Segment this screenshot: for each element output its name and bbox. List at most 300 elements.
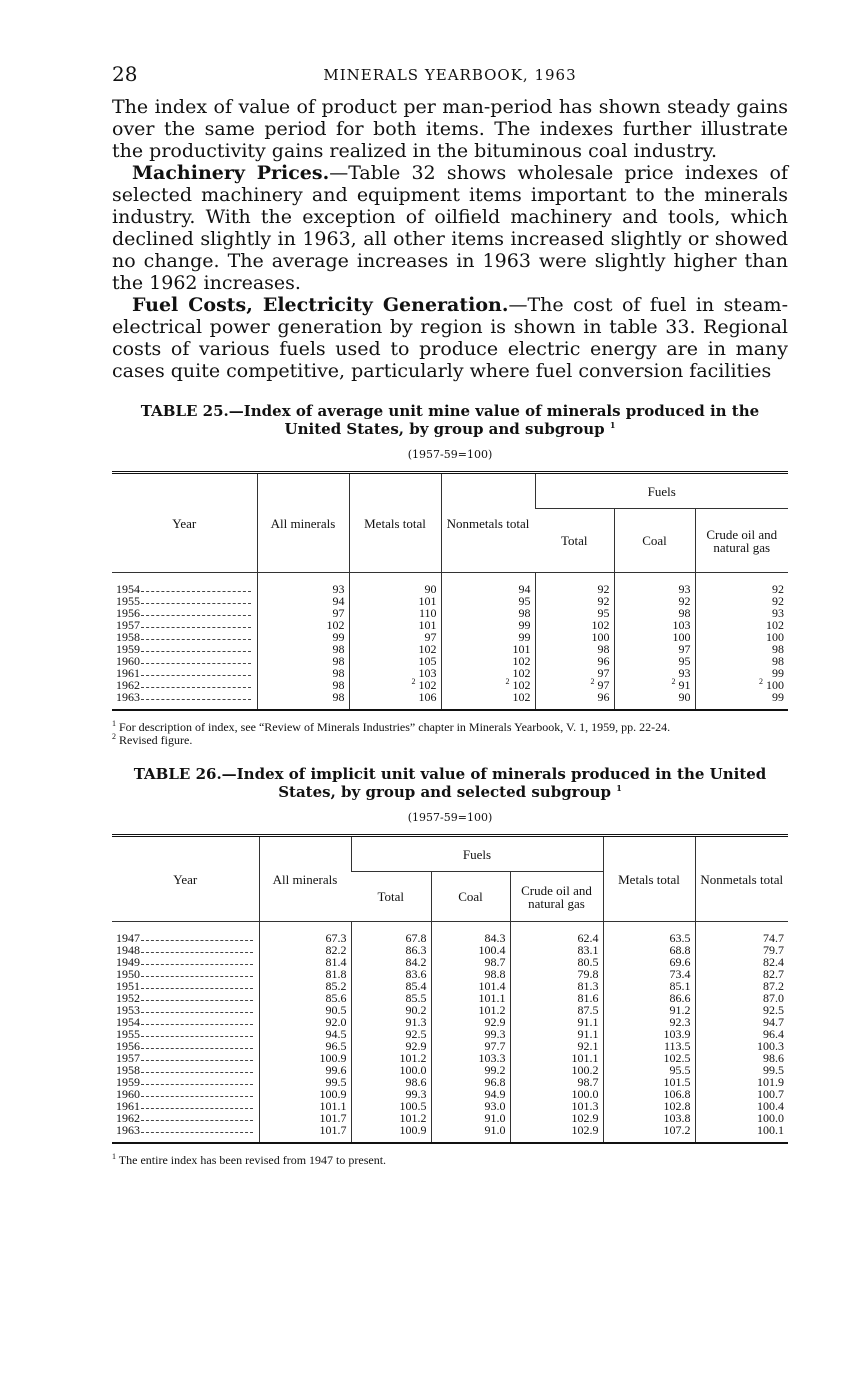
cell-value: 101.5 <box>663 1075 691 1089</box>
year-label: 1956 <box>116 1039 140 1053</box>
table-26-title <box>112 765 788 801</box>
year-label: 1954 <box>116 1015 140 1029</box>
cell-coal <box>614 573 695 596</box>
cell-value: 100.0 <box>399 1063 427 1077</box>
cell-value: 100 <box>591 630 610 644</box>
cell-value: 96.5 <box>325 1039 347 1053</box>
cell-value: 100.9 <box>399 1123 427 1137</box>
text-machinery-prices: —Table 32 shows wholesale price indexes of selected machinery and equipment items important to the minerals industry. With the exception of oilfield machinery and tools, which declined slightly in 1963, all other items increased slightly or showed no change. The average increases in 1963 were slightly higher than the 1962 increases. <box>112 162 788 294</box>
cell-value: 94.5 <box>325 1027 347 1041</box>
year-label: 1949 <box>116 955 140 969</box>
cell-value: 107.2 <box>663 1123 691 1137</box>
cell-value: 102 <box>418 678 437 692</box>
cell-value: 98 <box>772 642 784 656</box>
cell-value: 100.2 <box>571 1063 599 1077</box>
cell-value: 100.4 <box>757 1099 784 1113</box>
cell-value: 85.6 <box>325 991 347 1005</box>
table-row <box>112 691 788 710</box>
cell-value: 102.9 <box>571 1111 599 1125</box>
cell-value: 96 <box>597 654 610 668</box>
dot-leader <box>141 643 251 652</box>
cell-value: 86.3 <box>405 943 427 957</box>
year-label: 1947 <box>116 931 140 945</box>
dot-leader <box>141 1100 253 1109</box>
year-label: 1952 <box>116 991 140 1005</box>
cell-value: 99.3 <box>484 1027 506 1041</box>
cell-value: 98 <box>332 666 345 680</box>
cell-value: 99.6 <box>325 1063 347 1077</box>
cell-value: 91.1 <box>577 1015 599 1029</box>
cell-value: 94.7 <box>763 1015 784 1029</box>
cell-value: 68.8 <box>669 943 691 957</box>
table-26 <box>112 834 788 1144</box>
cell-value: 102.8 <box>663 1099 691 1113</box>
year-label: 1958 <box>116 1063 140 1077</box>
cell-nonmetals-total <box>441 573 535 596</box>
text-fuel-costs: —The cost of fuel in steam-electrical power generation by region is shown in table 33. Regional costs of various fuels used to produce electric energy are in many cases quite competitive, particularly where fuel conversion facilities <box>112 294 788 382</box>
cell-value: 82.2 <box>325 943 347 957</box>
year-leader <box>116 691 253 703</box>
cell-value: 100 <box>766 630 784 644</box>
cell-value: 97 <box>597 666 610 680</box>
table-26-footnotes <box>112 1154 788 1167</box>
cell-value: 98 <box>332 654 345 668</box>
cell-value: 101.2 <box>399 1051 427 1065</box>
cell-value: 67.3 <box>325 931 347 945</box>
cell-value: 101.2 <box>399 1111 427 1125</box>
cell-value: 91.2 <box>669 1003 691 1017</box>
cell-value: 83.6 <box>405 967 427 981</box>
cell-value: 79.8 <box>577 967 599 981</box>
footnote-index-description <box>112 721 788 734</box>
cell-metals-total <box>603 922 695 945</box>
cell-value: 95 <box>678 654 691 668</box>
year-leader <box>116 1124 255 1136</box>
cell-value: 100 <box>672 630 691 644</box>
cell-fuels-total <box>351 922 431 945</box>
cell-crude-oil-gas <box>510 922 603 945</box>
cell-value: 92.9 <box>405 1039 427 1053</box>
cell-value: 73.4 <box>669 967 691 981</box>
cell-crude-oil-gas <box>695 573 788 596</box>
cell-value: 95.5 <box>669 1063 691 1077</box>
dot-leader <box>141 595 251 604</box>
year-label: 1957 <box>116 1051 140 1065</box>
cell-value: 90.2 <box>405 1003 427 1017</box>
journal-title: MINERALS YEARBOOK, 1963 <box>323 66 577 84</box>
cell-value: 110 <box>418 606 437 620</box>
cell-value: 87.0 <box>763 991 784 1005</box>
table-25-base: (1957-59=100) <box>407 448 493 461</box>
cell-value: 98 <box>332 642 345 656</box>
cell-value: 101.4 <box>478 979 506 993</box>
cell-value: 97.7 <box>484 1039 506 1053</box>
cell-all-minerals <box>257 573 349 596</box>
paragraph-productivity: The index of value of product per man-period has shown steady gains over the same period for both items. The indexes further illustrate the productivity gains realized in the bituminous coal industry. <box>112 96 788 162</box>
cell-value: 92.1 <box>577 1039 599 1053</box>
dot-leader <box>141 980 253 989</box>
dot-leader <box>141 679 251 688</box>
year-label: 1959 <box>116 642 140 656</box>
cell-value: 100.0 <box>571 1087 599 1101</box>
cell-value: 99 <box>518 618 531 632</box>
cell-value: 103.9 <box>663 1027 691 1041</box>
cell-coal <box>614 691 695 710</box>
cell-fuels-total <box>535 573 614 596</box>
cell-value: 100.9 <box>319 1087 347 1101</box>
cell-all-minerals <box>259 1124 351 1143</box>
cell-year <box>112 1124 259 1143</box>
cell-value: 97 <box>678 642 691 656</box>
header-nonmetals-total: Nonmetals total <box>441 473 535 573</box>
cell-value: 100.7 <box>757 1087 784 1101</box>
dot-leader <box>141 1052 253 1061</box>
table-25-body <box>112 573 788 711</box>
cell-value: 81.3 <box>577 979 599 993</box>
cell-nonmetals-total <box>441 691 535 710</box>
cell-value: 62.4 <box>577 931 599 945</box>
cell-value: 103.3 <box>478 1051 506 1065</box>
revised-note: 2 <box>759 677 763 686</box>
cell-value: 95 <box>518 594 531 608</box>
cell-value: 94 <box>332 594 345 608</box>
year-label: 1953 <box>116 1003 140 1017</box>
dot-leader <box>141 1112 253 1121</box>
cell-value: 93 <box>332 582 345 596</box>
cell-value: 82.7 <box>763 967 784 981</box>
body-text <box>112 96 788 382</box>
cell-value: 98 <box>597 642 610 656</box>
cell-value: 85.2 <box>325 979 347 993</box>
year-label: 1959 <box>116 1075 140 1089</box>
cell-value: 97 <box>424 630 437 644</box>
cell-value: 84.2 <box>405 955 427 969</box>
cell-value: 96.8 <box>484 1075 506 1089</box>
cell-value: 101 <box>512 642 531 656</box>
header-year: Year <box>112 473 257 573</box>
dot-leader <box>141 1004 253 1013</box>
dot-leader <box>141 583 251 592</box>
cell-value: 102 <box>512 654 531 668</box>
cell-value: 101.1 <box>319 1099 347 1113</box>
header-metals-total: Metals total <box>603 836 695 922</box>
year-label: 1963 <box>116 690 140 704</box>
cell-coal <box>431 1124 510 1143</box>
year-label: 1963 <box>116 1123 140 1137</box>
cell-value: 103.8 <box>663 1111 691 1125</box>
cell-value: 85.5 <box>405 991 427 1005</box>
cell-value: 92 <box>772 594 784 608</box>
footnote-mark: 1 <box>112 719 116 728</box>
year-label: 1958 <box>116 630 140 644</box>
revised-note: 2 <box>671 677 676 686</box>
cell-value: 80.5 <box>577 955 599 969</box>
dot-leader <box>141 968 253 977</box>
year-label: 1948 <box>116 943 140 957</box>
cell-metals-total <box>349 573 441 596</box>
cell-value: 91.1 <box>577 1027 599 1041</box>
paragraph-machinery-prices <box>112 162 788 294</box>
cell-value: 83.1 <box>577 943 599 957</box>
running-head <box>112 56 788 96</box>
cell-year <box>112 922 259 945</box>
cell-value: 100.1 <box>757 1123 784 1137</box>
cell-value: 102 <box>591 618 610 632</box>
dot-leader <box>141 691 251 700</box>
footnote-revised-figure <box>112 734 788 747</box>
cell-value: 87.5 <box>577 1003 599 1017</box>
dot-leader <box>141 619 251 628</box>
cell-value: 102 <box>418 642 437 656</box>
header-year: Year <box>112 836 259 922</box>
cell-fuels-total <box>351 1124 431 1143</box>
cell-crude-oil-gas <box>695 691 788 710</box>
header-crude-oil-gas: Crude oil and natural gas <box>695 509 788 573</box>
page <box>112 56 788 1167</box>
footnote-mark: 1 <box>112 1152 116 1161</box>
cell-value: 100.5 <box>399 1099 427 1113</box>
cell-value: 96 <box>597 690 610 704</box>
cell-value: 106.8 <box>663 1087 691 1101</box>
header-coal: Coal <box>614 509 695 573</box>
cell-all-minerals <box>257 691 349 710</box>
year-label: 1950 <box>116 967 140 981</box>
cell-value: 100 <box>766 678 784 692</box>
revised-note: 2 <box>411 677 416 686</box>
year-label: 1957 <box>116 618 140 632</box>
cell-value: 101.2 <box>478 1003 506 1017</box>
cell-value: 92 <box>772 582 784 596</box>
dot-leader <box>141 607 251 616</box>
cell-value: 102 <box>766 618 784 632</box>
table-25-title-text: TABLE 25.—Index of average unit mine value of minerals produced in the United States, by group and subgroup <box>140 402 760 438</box>
cell-value: 101 <box>418 618 437 632</box>
cell-value: 102 <box>326 618 345 632</box>
dot-leader <box>141 992 253 1001</box>
cell-value: 85.4 <box>405 979 427 993</box>
cell-value: 99 <box>772 666 784 680</box>
cell-value: 99 <box>772 690 784 704</box>
cell-value: 92 <box>597 582 610 596</box>
cell-value: 92 <box>597 594 610 608</box>
cell-value: 94 <box>518 582 531 596</box>
cell-value: 99.5 <box>763 1063 784 1077</box>
dot-leader <box>141 655 251 664</box>
cell-value: 113.5 <box>663 1039 691 1053</box>
cell-value: 90 <box>424 582 437 596</box>
cell-nonmetals-total <box>695 1124 788 1143</box>
cell-value: 93.0 <box>484 1099 506 1113</box>
cell-value: 103 <box>672 618 691 632</box>
cell-value: 91.0 <box>484 1111 506 1125</box>
runin-fuel-costs: Fuel Costs, Electricity Generation. <box>132 294 509 316</box>
dot-leader <box>141 1064 253 1073</box>
cell-value: 98 <box>332 690 345 704</box>
cell-all-minerals <box>259 922 351 945</box>
header-all-minerals: All minerals <box>257 473 349 573</box>
dot-leader <box>141 631 251 640</box>
cell-fuels-total <box>535 691 614 710</box>
cell-value: 100.9 <box>319 1051 347 1065</box>
cell-value: 96.4 <box>763 1027 784 1041</box>
cell-value: 102 <box>512 678 531 692</box>
cell-value: 94.9 <box>484 1087 506 1101</box>
cell-value: 95 <box>597 606 610 620</box>
cell-value: 84.3 <box>484 931 506 945</box>
header-coal: Coal <box>431 872 510 922</box>
cell-value: 102 <box>512 666 531 680</box>
cell-year <box>112 573 257 596</box>
cell-value: 98 <box>518 606 531 620</box>
table-25-footnotes <box>112 721 788 747</box>
year-label: 1962 <box>116 1111 140 1125</box>
revised-note: 2 <box>505 677 510 686</box>
dot-leader <box>141 1028 253 1037</box>
cell-value: 99.3 <box>405 1087 427 1101</box>
cell-value: 99 <box>518 630 531 644</box>
cell-value: 98.6 <box>763 1051 784 1065</box>
cell-value: 81.4 <box>325 955 347 969</box>
dot-leader <box>141 1076 253 1085</box>
cell-value: 93 <box>678 582 691 596</box>
dot-leader <box>141 667 251 676</box>
cell-metals-total <box>603 1124 695 1143</box>
cell-value: 92.9 <box>484 1015 506 1029</box>
runin-machinery-prices: Machinery Prices. <box>132 162 330 184</box>
table-26-title-note: 1 <box>616 783 622 793</box>
cell-value: 81.6 <box>577 991 599 1005</box>
cell-value: 101.3 <box>571 1099 599 1113</box>
cell-value: 67.8 <box>405 931 427 945</box>
header-nonmetals-total: Nonmetals total <box>695 836 788 922</box>
cell-value: 93 <box>678 666 691 680</box>
year-label: 1960 <box>116 654 140 668</box>
year-label: 1961 <box>116 666 140 680</box>
header-all-minerals: All minerals <box>259 836 351 922</box>
cell-value: 101.7 <box>319 1111 347 1125</box>
cell-value: 98 <box>332 678 345 692</box>
footnote-mark: 2 <box>112 732 116 741</box>
cell-value: 91.3 <box>405 1015 427 1029</box>
dot-leader <box>141 1124 253 1133</box>
cell-value: 98 <box>678 606 691 620</box>
year-label: 1961 <box>116 1099 140 1113</box>
table-26-body <box>112 922 788 1144</box>
cell-value: 106 <box>418 690 437 704</box>
cell-value: 102 <box>512 690 531 704</box>
cell-value: 98.8 <box>484 967 506 981</box>
table-25-title-note: 1 <box>609 420 616 430</box>
cell-value: 86.6 <box>669 991 691 1005</box>
cell-value: 98 <box>772 654 784 668</box>
cell-value: 79.7 <box>763 943 784 957</box>
revised-note: 2 <box>590 677 595 686</box>
year-label: 1954 <box>116 582 140 596</box>
year-label: 1955 <box>116 1027 140 1041</box>
cell-value: 101.9 <box>757 1075 784 1089</box>
cell-value: 90 <box>678 690 691 704</box>
cell-value: 98.6 <box>405 1075 427 1089</box>
cell-value: 97 <box>597 678 610 692</box>
table-26-title-text: TABLE 26.—Index of implicit unit value of minerals produced in the United States, by group and selected subgroup <box>133 765 767 801</box>
dot-leader <box>141 944 253 953</box>
cell-value: 101.1 <box>571 1051 599 1065</box>
cell-value: 99 <box>332 630 345 644</box>
cell-value: 90.5 <box>325 1003 347 1017</box>
cell-value: 101.1 <box>478 991 506 1005</box>
footnote-text: For description of index, see “Review of Minerals Industries” chapter in Minerals Yearbook, V. 1, 1959, pp. 22-24. <box>119 720 671 734</box>
cell-value: 92.5 <box>763 1003 784 1017</box>
dot-leader <box>141 1088 253 1097</box>
cell-value: 97 <box>332 606 345 620</box>
cell-value: 103 <box>418 666 437 680</box>
year-label: 1962 <box>116 678 140 692</box>
cell-value: 74.7 <box>763 931 784 945</box>
dot-leader <box>141 1040 253 1049</box>
page-number: 28 <box>112 62 138 86</box>
cell-value: 100.0 <box>757 1111 784 1125</box>
table-row <box>112 573 788 596</box>
cell-value: 91.0 <box>484 1123 506 1137</box>
cell-value: 98.7 <box>484 955 506 969</box>
cell-value: 69.6 <box>669 955 691 969</box>
table-25 <box>112 471 788 711</box>
cell-value: 82.4 <box>763 955 784 969</box>
cell-value: 98.7 <box>577 1075 599 1089</box>
cell-value: 92.3 <box>669 1015 691 1029</box>
table-row <box>112 922 788 945</box>
year-label: 1960 <box>116 1087 140 1101</box>
cell-value: 63.5 <box>669 931 691 945</box>
table-26-base: (1957-59=100) <box>407 811 493 824</box>
dot-leader <box>141 956 253 965</box>
cell-value: 101 <box>418 594 437 608</box>
cell-value: 102.5 <box>663 1051 691 1065</box>
cell-value: 100.4 <box>478 943 506 957</box>
cell-value: 99.5 <box>325 1075 347 1089</box>
cell-value: 92 <box>678 594 691 608</box>
header-fuels-total: Total <box>535 509 614 573</box>
year-label: 1955 <box>116 594 140 608</box>
cell-value: 91 <box>678 678 691 692</box>
cell-value: 93 <box>772 606 784 620</box>
dot-leader <box>141 932 253 941</box>
table-25-title <box>112 402 788 438</box>
header-crude-oil-gas: Crude oil and natural gas <box>510 872 603 922</box>
year-label: 1956 <box>116 606 140 620</box>
cell-value: 87.2 <box>763 979 784 993</box>
cell-value: 99.2 <box>484 1063 506 1077</box>
header-metals-total: Metals total <box>349 473 441 573</box>
cell-metals-total <box>349 691 441 710</box>
header-fuels: Fuels <box>535 473 788 509</box>
footnote-text: Revised figure. <box>119 733 193 747</box>
header-fuels-total: Total <box>351 872 431 922</box>
header-fuels: Fuels <box>351 836 603 872</box>
year-label: 1951 <box>116 979 140 993</box>
cell-value: 105 <box>418 654 437 668</box>
cell-nonmetals-total <box>695 922 788 945</box>
cell-value: 85.1 <box>669 979 691 993</box>
footnote-text: The entire index has been revised from 1947 to present. <box>118 1153 387 1167</box>
cell-value: 100.3 <box>757 1039 784 1053</box>
cell-crude-oil-gas <box>510 1124 603 1143</box>
cell-value: 92.0 <box>325 1015 347 1029</box>
cell-value: 92.5 <box>405 1027 427 1041</box>
paragraph-fuel-costs <box>112 294 788 382</box>
cell-coal <box>431 922 510 945</box>
dot-leader <box>141 1016 253 1025</box>
